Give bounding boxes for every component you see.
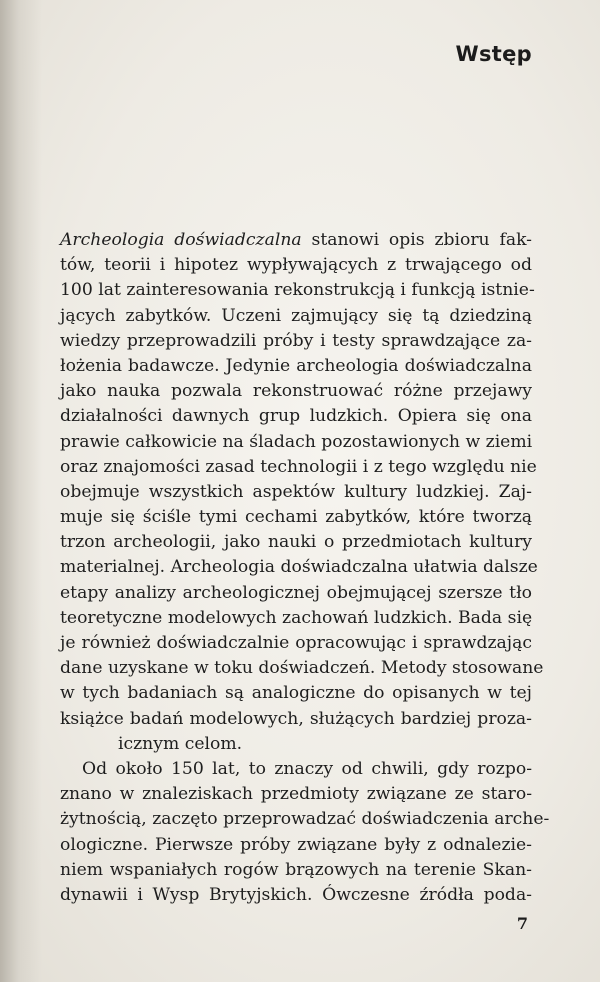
italic-lead: Archeologia doświadczalna: [60, 230, 302, 250]
text-line: etapy analizy archeologicznej obejmującej szersze tło: [60, 582, 532, 603]
text-line: trzon archeologii, jako nauki o przedmiotach kultury: [60, 532, 532, 553]
text-line: materialnej. Archeologia doświadczalna ułatwia dalsze: [60, 557, 538, 578]
text-line: znano w znaleziskach przedmioty związane ze staro-: [60, 784, 532, 805]
text-line: żytnością, zaczęto przeprowadzać doświadczenia arche-: [60, 809, 550, 830]
text-line: dane uzyskane w toku doświadczeń. Metody stosowane: [60, 658, 544, 679]
text-line: dynawii i Wysp Brytyjskich. Ówczesne źródła poda-: [60, 884, 532, 905]
page-heading: Wstęp: [455, 42, 532, 66]
paragraph-2-line-1: Od około 150 lat, to znaczy od chwili, gdy rozpo-: [82, 758, 532, 779]
text-line: łożenia badawcze. Jedynie archeologia doświadczalna: [60, 355, 532, 376]
text-line: niem wspaniałych rogów brązowych na terenie Skan-: [60, 859, 532, 880]
text-line: prawie całkowicie na śladach pozostawionych w ziemi: [60, 431, 533, 452]
text-line: tów, teorii i hipotez wypływających z trwającego od: [60, 255, 532, 276]
text-line: książce badań modelowych, służących bardziej proza-: [60, 708, 532, 729]
text-line: 100 lat zainteresowania rekonstrukcją i funkcją istnie-: [60, 280, 535, 301]
text-line: działalności dawnych grup ludzkich. Opiera się ona: [60, 406, 532, 427]
text-line: oraz znajomości zasad technologii i z tego względu nie: [60, 456, 537, 477]
body-text: [60, 228, 550, 908]
line-1-rest: stanowi opis zbioru fak-: [301, 230, 532, 250]
text-line-last: icznym celom.: [118, 733, 243, 754]
text-line: jako nauka pozwala rekonstruować różne przejawy: [60, 381, 532, 402]
page-gutter-shadow: [0, 0, 42, 982]
text-line: teoretyczne modelowych zachowań ludzkich. Bada się: [60, 607, 533, 628]
text-line: wiedzy przeprowadzili próby i testy sprawdzające za-: [60, 330, 532, 351]
text-line: obejmuje wszystkich aspektów kultury ludzkiej. Zaj-: [60, 481, 532, 502]
text-line: w tych badaniach są analogiczne do opisanych w tej: [60, 683, 532, 704]
text-line: muje się ściśle tymi cechami zabytków, które tworzą: [60, 507, 532, 528]
page-number: 7: [516, 914, 528, 933]
text-line: je również doświadczalnie opracowując i sprawdzając: [60, 633, 532, 653]
paragraph-1-line-1: [60, 228, 532, 253]
text-line: ologiczne. Pierwsze próby związane były z odnalezie-: [60, 834, 532, 855]
text-line: jących zabytków. Uczeni zajmujący się tą dziedziną: [60, 305, 532, 326]
